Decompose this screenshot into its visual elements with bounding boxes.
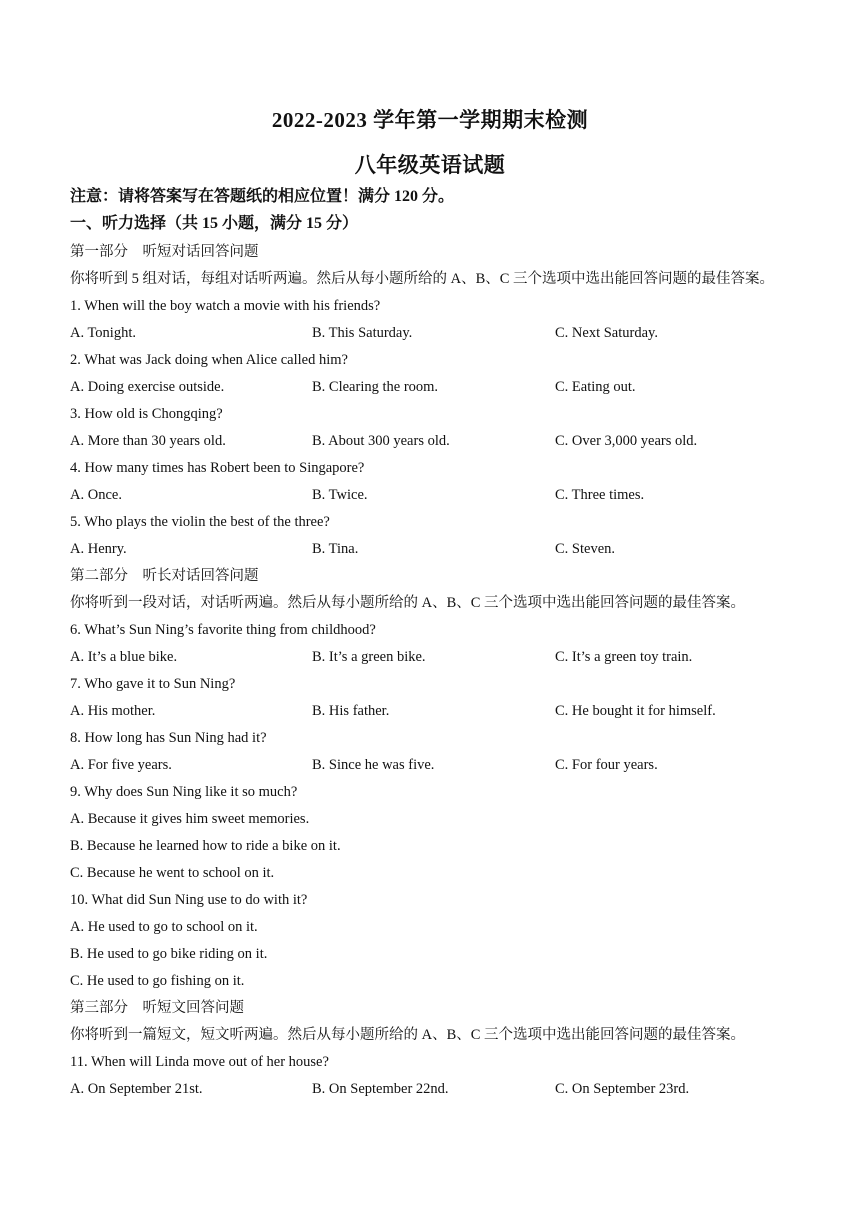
part-instruction: 你将听到 5 组对话，每组对话听两遍。然后从每小题所给的 A、B、C 三个选项中选出能回答问题的最佳答案。	[70, 271, 775, 287]
option-a: A. It’s a blue bike.	[70, 649, 178, 665]
option-b: B. Since he was five.	[312, 757, 435, 773]
question-4: 4. How many times has Robert been to Singapore?	[70, 460, 365, 476]
option-a: A. Doing exercise outside.	[70, 379, 225, 395]
option-c: C. He used to go fishing on it.	[70, 973, 245, 989]
question-11: 11. When will Linda move out of her house?	[70, 1054, 329, 1070]
question-9: 9. Why does Sun Ning like it so much?	[70, 784, 298, 800]
question-5: 5. Who plays the violin the best of the three?	[70, 514, 330, 530]
option-c: C. Over 3,000 years old.	[555, 433, 698, 449]
question-10: 10. What did Sun Ning use to do with it?	[70, 892, 308, 908]
question-7: 7. Who gave it to Sun Ning?	[70, 676, 236, 692]
option-b: B. It’s a green bike.	[312, 649, 426, 665]
option-c: C. Next Saturday.	[555, 325, 658, 341]
question-3: 3. How old is Chongqing?	[70, 406, 223, 422]
option-c: C. Because he went to school on it.	[70, 865, 275, 881]
option-a: A. For five years.	[70, 757, 172, 773]
option-b: B. This Saturday.	[312, 325, 413, 341]
option-b: B. Because he learned how to ride a bike on it.	[70, 838, 341, 854]
option-b: B. About 300 years old.	[312, 433, 450, 449]
option-a: A. Because it gives him sweet memories.	[70, 811, 310, 827]
option-a: A. On September 21st.	[70, 1081, 203, 1097]
option-a: A. More than 30 years old.	[70, 433, 226, 449]
question-8: 8. How long has Sun Ning had it?	[70, 730, 267, 746]
notice: 注意：请将答案写在答题纸的相应位置！满分 120 分。	[70, 188, 455, 205]
option-b: B. He used to go bike riding on it.	[70, 946, 268, 962]
question-2: 2. What was Jack doing when Alice called him?	[70, 352, 348, 368]
option-a: A. Once.	[70, 487, 122, 503]
option-b: B. On September 22nd.	[312, 1081, 449, 1097]
section-heading: 一、听力选择（共 15 小题，满分 15 分）	[70, 215, 359, 232]
option-a: A. Henry.	[70, 541, 127, 557]
option-c: C. Steven.	[555, 541, 616, 557]
option-c: C. It’s a green toy train.	[555, 649, 693, 665]
option-a: A. Tonight.	[70, 325, 136, 341]
option-b: B. His father.	[312, 703, 390, 719]
option-b: B. Tina.	[312, 541, 359, 557]
option-b: B. Twice.	[312, 487, 368, 503]
question-6: 6. What’s Sun Ning’s favorite thing from childhood?	[70, 622, 376, 638]
option-b: B. Clearing the room.	[312, 379, 439, 395]
exam-title: 2022-2023 学年第一学期期末检测	[271, 108, 589, 132]
option-c: C. Three times.	[555, 487, 645, 503]
option-a: A. He used to go to school on it.	[70, 919, 258, 935]
exam-subtitle: 八年级英语试题	[354, 153, 506, 177]
option-c: C. He bought it for himself.	[555, 703, 716, 719]
option-c: C. Eating out.	[555, 379, 636, 395]
part-instruction: 你将听到一段对话，对话听两遍。然后从每小题所给的 A、B、C 三个选项中选出能回答问题的最佳答案。	[70, 595, 746, 611]
part-heading: 第二部分 听长对话回答问题	[70, 568, 259, 584]
part-heading: 第一部分 听短对话回答问题	[70, 244, 259, 260]
option-a: A. His mother.	[70, 703, 156, 719]
part-heading: 第三部分 听短文回答问题	[70, 1000, 244, 1016]
option-c: C. On September 23rd.	[555, 1081, 690, 1097]
part-instruction: 你将听到一篇短文，短文听两遍。然后从每小题所给的 A、B、C 三个选项中选出能回答问题的最佳答案。	[70, 1027, 746, 1043]
question-1: 1. When will the boy watch a movie with his friends?	[70, 298, 381, 314]
option-c: C. For four years.	[555, 757, 658, 773]
